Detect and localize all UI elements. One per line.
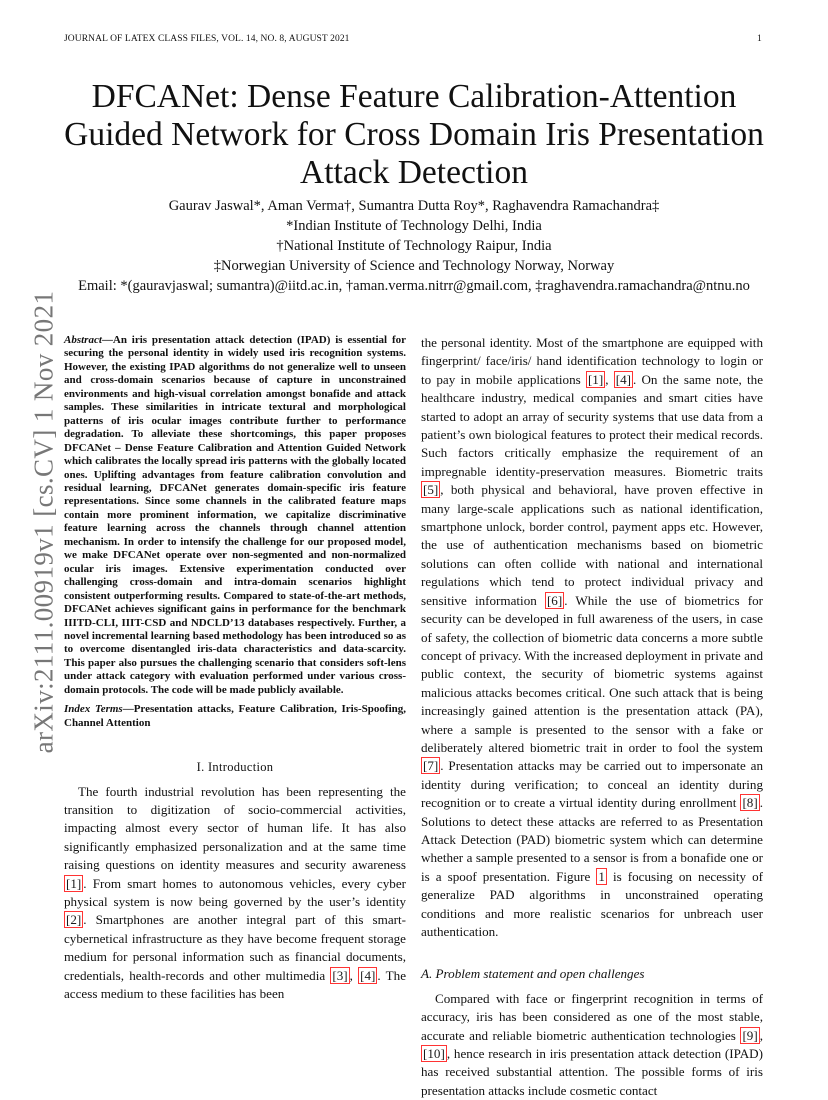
- subsection-heading: A. Problem statement and open challenges: [421, 966, 645, 982]
- citation-link[interactable]: [6]: [546, 592, 563, 608]
- intro-paragraph: The fourth industrial revolution has been representing the transition to digitization of socio-commercial activities, impacting almost every sector of human life. It has also significantly emphasized personalization and at the same time raising questions on identity measures and security awareness [1] . From smart homes to autonomous vehicles, every cyber physical system is now being governed by the user’s identity [2] . Smartphones are another integral part of this smart-cybernetical infrastructure as they have become frequent storage medium for personal information such as financial documents, credentials, health-records and other multimedia [3] , [4] . The access medium to these facilities has been: [64, 783, 407, 1002]
- citation-link[interactable]: [3]: [332, 967, 348, 983]
- left-column: [64, 334, 406, 1003]
- citation-link[interactable]: [4]: [360, 967, 376, 983]
- citation-link[interactable]: [5]: [423, 482, 439, 498]
- abstract-label: Abstract: [64, 334, 102, 346]
- citation-link[interactable]: [9]: [742, 1027, 758, 1043]
- citation-link[interactable]: [10]: [423, 1046, 445, 1062]
- citation-link[interactable]: [1]: [66, 875, 82, 891]
- page-number: 1: [757, 34, 762, 44]
- affiliation-1: *Indian Institute of Technology Delhi, India: [286, 218, 542, 234]
- author-block: [40, 196, 788, 296]
- citation-link[interactable]: [1]: [587, 371, 604, 387]
- index-terms: [64, 703, 406, 730]
- figure-link[interactable]: 1: [598, 868, 605, 884]
- problem-statement-paragraph: Compared with face or fingerprint recognition in terms of accuracy, iris has been considered as one of the most stable, accurate and reliable biometric authentication technologies [9] , [10] , hence research in iris presentation attack detection (IPAD) has received substantial attention. The possible forms of iris presentation attacks include cosmetic contact: [421, 990, 763, 1098]
- intro-paragraph-continued: the personal identity. Most of the smartphone are equipped with fingerprint/ face/iris/ hand identification technology to login or to pay in mobile applications [1] , [4] . On the same note, the healthcare industry, medical companies and smart cities have started to adopt an array of security systems that use data from a patient’s own biological features to protect their medical records. Such factors critically emphasize the requirement of an impregnable identity-preservation measures. Biometric traits [5] , both physical and behavioral, have proven effective in many large-scale applications such as national identification, smartphone unlock, border control, payment apps etc. However, the use of authentication mechanisms based on biometric solutions can often collide with national and international regulations which tend to protect individual privacy and sensitive information [6] . While the use of biometrics for security can be developed in full awareness of the users, in case of safety, the collection of biometric data concerns a more subtle concept of privacy. With the increased deployment in private and public context, the security of biometric systems against malicious attacks becomes critical. One such attack that is being increasingly gained attention is the presentation attack (PA), where a sample is presented to the sensor with a fake or deliberately altered biometric trait in order to fool the system [7] . Presentation attacks may be carried out to impersonate an identity during verification; to conceal an identity during recognition or to create a virtual identity during enrollment [8] . Solutions to detect these attacks are referred to as Presentation Attack Detection (PAD) biometric system which can determine whether a sample presented to a sensor is from a bonafide one or is a spoof presentation. Figure 1 is focusing on necessity of generalize PAD algorithms in unconstrained operating conditions and more realistic scenarios for unbreach user authentication.: [421, 335, 764, 939]
- index-terms-label: Index Terms: [64, 703, 123, 716]
- index-terms-text: —Presentation attacks, Feature Calibration, Iris-Spoofing, Channel Attention: [64, 703, 407, 729]
- citation-link[interactable]: [2]: [66, 912, 82, 928]
- citation-link[interactable]: [8]: [742, 795, 758, 811]
- citation-link[interactable]: [4]: [615, 371, 631, 387]
- right-column: [421, 334, 763, 1100]
- abstract-text: —An iris presentation attack detection (IPAD) is essential for securing the personal identity in widely used iris recognition systems. However, the existing IPAD algorithms do not generalize well to unseen and cross-domain scenarios because of capture in unconstrained environments and high-visual correlation amongst bonafide and attack samples. These similarities in intricate textural and morphological patterns of iris ocular images contribute further to performance degradation. To alleviate these shortcomings, this paper proposes DFCANet – Dense Feature Calibration and Attention Guided Network which calibrates the locally spread iris patterns with the globally located ones. Uplifting advantages from feature calibration convolution and residual learning, DFCANet generates domain-specific iris feature representations. Since some channels in the calibrated feature maps contain more prominent information, we capitalize discriminative feature learning across the channels through channel attention mechanism. In order to intensify the challenge for our proposed model, we make DFCANet operate over non-segmented and non-normalized ocular iris images. Extensive experimentation conducted over challenging cross-domain and intra-domain scenarios highlight consistent outperforming results. Compared to state-of-the-art methods, DFCANet achieves significant gains in performance for the benchmark IIITD-CLI, IIIT-CSD and NDCLD’13 databases respectively. Further, a novel incremental learning based methodology has been introduced so as to overcome disentangled iris-data characteristics and data-scarcity. This paper also pursues the challenging scenario that considers soft-lens under attack category with evaluation performed under various cross-domain protocols. The code will be made publicly available.: [64, 334, 406, 696]
- citation-link[interactable]: [7]: [423, 758, 439, 774]
- affiliation-3: ‡Norwegian University of Science and Technology Norway, Norway: [213, 258, 615, 274]
- affiliation-2: †National Institute of Technology Raipur, India: [276, 238, 552, 254]
- arxiv-stamp: arXiv:2111.00919v1 [cs.CV] 1 Nov 2021: [28, 290, 59, 754]
- author-names: Gaurav Jaswal*, Aman Verma†, Sumantra Dutta Roy*, Raghavendra Ramachandra‡: [168, 198, 660, 214]
- running-header: JOURNAL OF LATEX CLASS FILES, VOL. 14, NO. 8, AUGUST 2021: [64, 34, 350, 44]
- section-heading-introduction: I. Introduction: [196, 760, 274, 775]
- abstract: [64, 334, 406, 697]
- paper-title: DFCANet: Dense Feature Calibration-Attention Guided Network for Cross Domain Iris Presentation Attack Detection: [64, 78, 764, 191]
- author-emails: Email: *(gauravjaswal; sumantra)@iitd.ac.in, †aman.verma.nitrr@gmail.com, ‡raghavendra.ramachandra@ntnu.no: [78, 278, 750, 294]
